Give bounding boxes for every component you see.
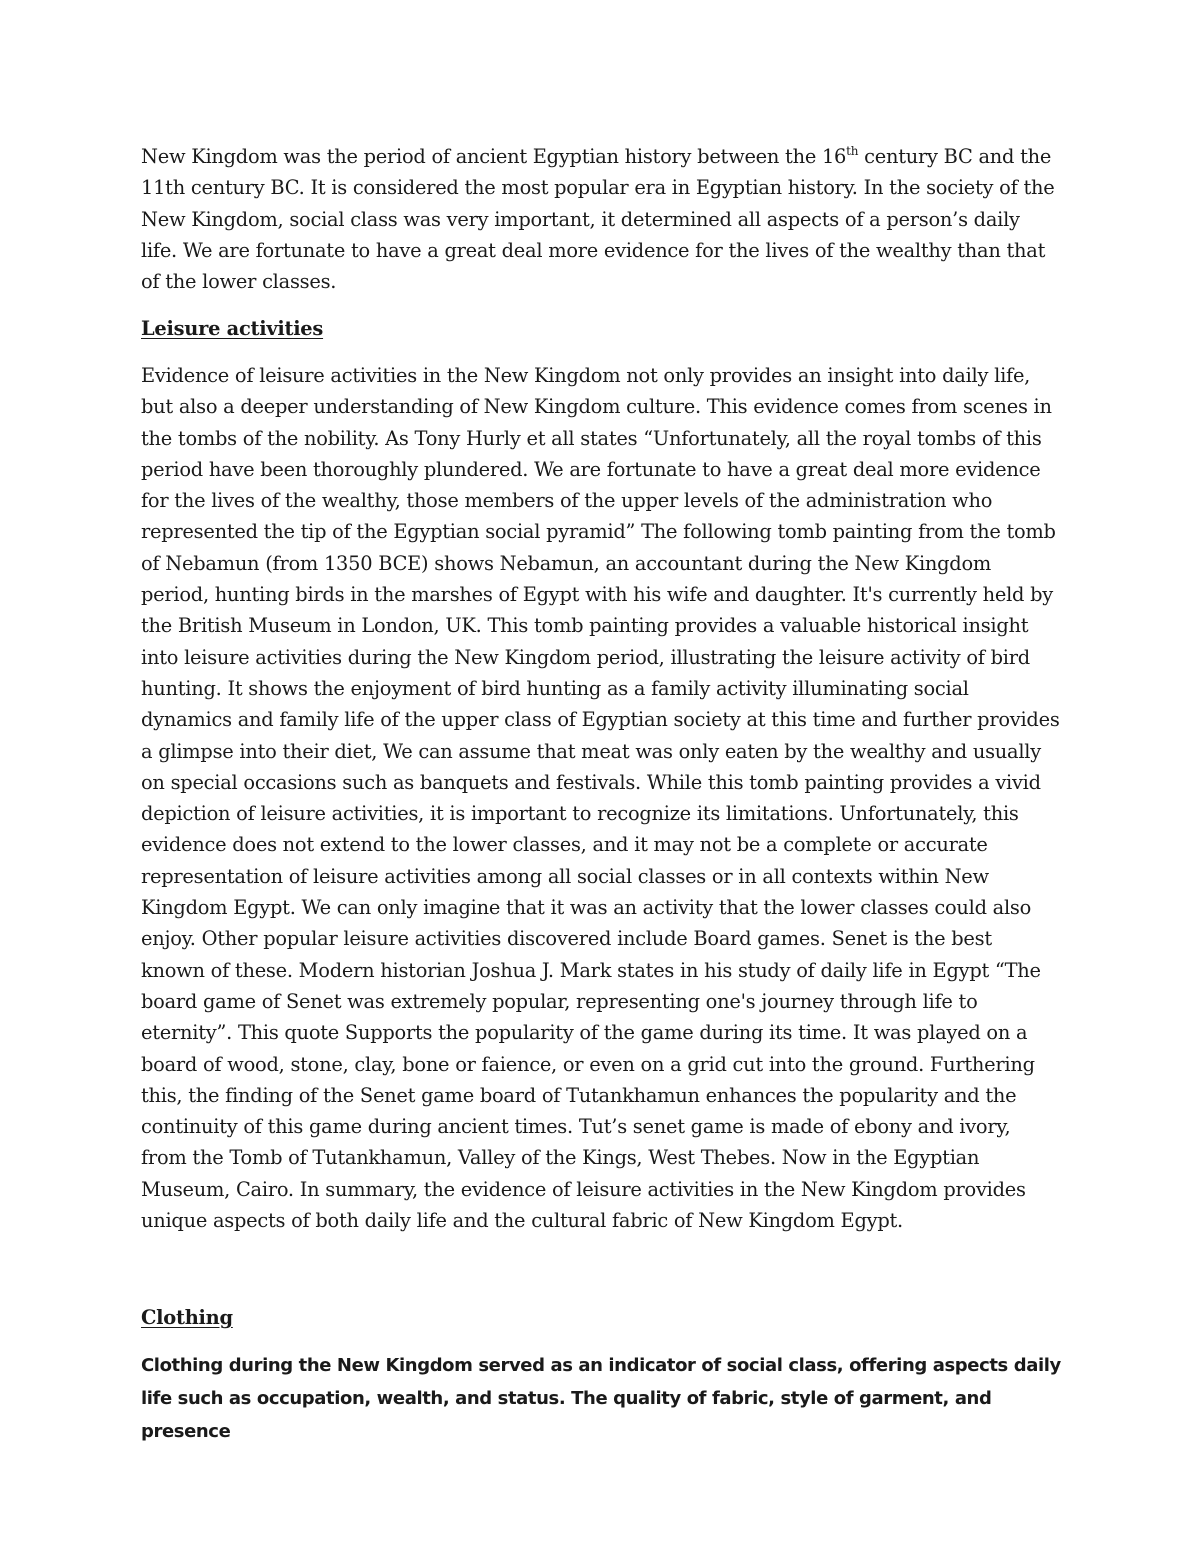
leisure-activities-heading: Leisure activities: [141, 317, 324, 340]
leisure-activities-paragraph: Evidence of leisure activities in the New Kingdom not only provides an insight into daily life, but also a deeper understanding of New Kingdom culture. This evidence comes from scenes in the tombs of the nobility. As Tony Hurly et all states “Unfortunately, all the royal tombs of this period have been thoroughly plundered. We are fortunate to have a great deal more evidence for the lives of the wealthy, those members of the upper levels of the administration who represented the tip of the Egyptian social pyramid” The following tomb painting from the tomb of Nebamun (from 1350 BCE) shows Nebamun, an accountant during the New Kingdom period, hunting birds in the marshes of Egypt with his wife and daughter. It's currently held by the British Museum in London, UK. This tomb painting provides a valuable historical insight into leisure activities during the New Kingdom period, illustrating the leisure activity of bird hunting. It shows the enjoyment of bird hunting as a family activity illuminating social dynamics and family life of the upper class of Egyptian society at this time and further provides a glimpse into their diet, We can assume that meat was only eaten by the wealthy and usually on special occasions such as banquets and festivals. While this tomb painting provides a vivid depiction of leisure activities, it is important to recognize its limitations. Unfortunately, this evidence does not extend to the lower classes, and it may not be a complete or accurate representation of leisure activities among all social classes or in all contexts within New Kingdom Egypt. We can only imagine that it was an activity that the lower classes could also enjoy. Other popular leisure activities discovered include Board games. Senet is the best known of these. Modern historian Joshua J. Mark states in his study of daily life in Egypt “The board game of Senet was extremely popular, representing one's journey through life to eternity”. This quote Supports the popularity of the game during its time. It was played on a board of wood, stone, clay, bone or faience, or even on a grid cut into the ground. Furthering this, the finding of the Senet game board of Tutankhamun enhances the popularity and the continuity of this game during ancient times. Tut’s senet game is made of ebony and ivory, from the Tomb of Tutankhamun, Valley of the Kings, West Thebes. Now in the Egyptian Museum, Cairo. In summary, the evidence of leisure activities in the New Kingdom provides unique aspects of both daily life and the cultural fabric of New Kingdom Egypt.: [141, 364, 1060, 1233]
intro-paragraph: [141, 141, 1061, 297]
intro-text-end: century BC and the 11th century BC. It is considered the most popular era in Egyptian history. In the society of the New Kingdom, social class was very important, it determined all aspects of a person’s daily life. We are fortunate to have a great deal more evidence for the lives of the wealthy than that of the lower classes.: [141, 145, 1055, 294]
intro-text-start: New Kingdom was the period of ancient Egyptian history between the 16: [141, 145, 847, 168]
ordinal-superscript: th: [846, 144, 859, 158]
clothing-paragraph: Clothing during the New Kingdom served as an indicator of social class, offering aspects daily life such as occupation, wealth, and status. The quality of fabric, style of garment, and presence: [141, 1355, 1061, 1442]
clothing-heading: Clothing: [141, 1306, 233, 1329]
